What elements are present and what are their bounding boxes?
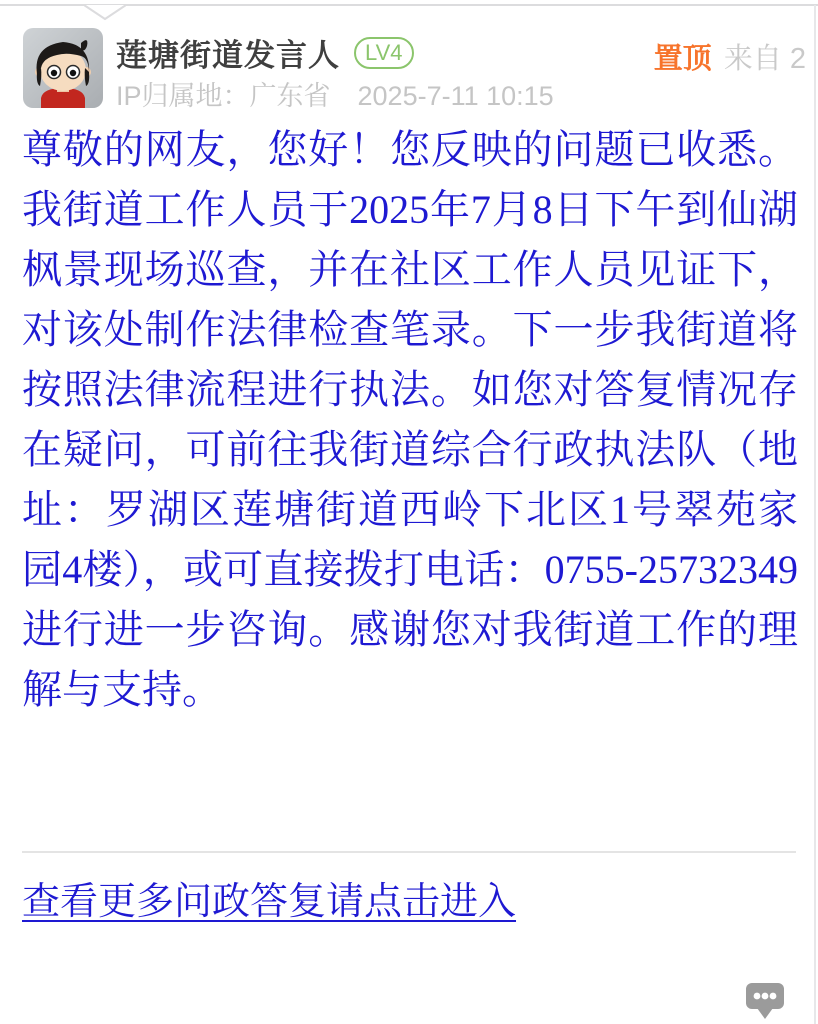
floor-source-label: 来自 2 xyxy=(723,43,806,75)
more-replies-link[interactable]: 查看更多问政答复请点击进入 xyxy=(22,881,517,923)
post-body-text: 尊敬的网友，您好！您反映的问题已收悉。我街道工作人员于2025年7月8日下午到仙湖枫景现场巡查，并在社区工作人员见证下，对该处制作法律检查笔录。下一步我街道将按照法律流程进行执法。如您对答复情况存在疑问，可前往我街道综合行政执法队（地址：罗湖区莲塘街道西岭下北区1号翠苑家园4楼），或可直接拨打电话：0755-25732349进行进一步咨询。感谢您对我街道工作的理解与支持。 xyxy=(22,127,798,712)
comment-bubble-icon[interactable] xyxy=(744,982,786,1024)
ip-location: IP归属地：广东省 xyxy=(116,81,331,111)
footer-divider xyxy=(22,851,796,853)
post-header xyxy=(23,28,806,110)
callout-notch xyxy=(84,4,126,21)
author-name[interactable]: 莲塘街道发言人 xyxy=(116,38,340,73)
right-edge-divider xyxy=(814,5,816,1024)
level-badge: LV4 xyxy=(354,37,414,69)
timestamp: 2025-7-11 10:15 xyxy=(357,81,554,111)
pinned-badge: 置顶 xyxy=(653,43,712,75)
post-meta xyxy=(116,74,554,113)
avatar[interactable] xyxy=(23,28,103,108)
